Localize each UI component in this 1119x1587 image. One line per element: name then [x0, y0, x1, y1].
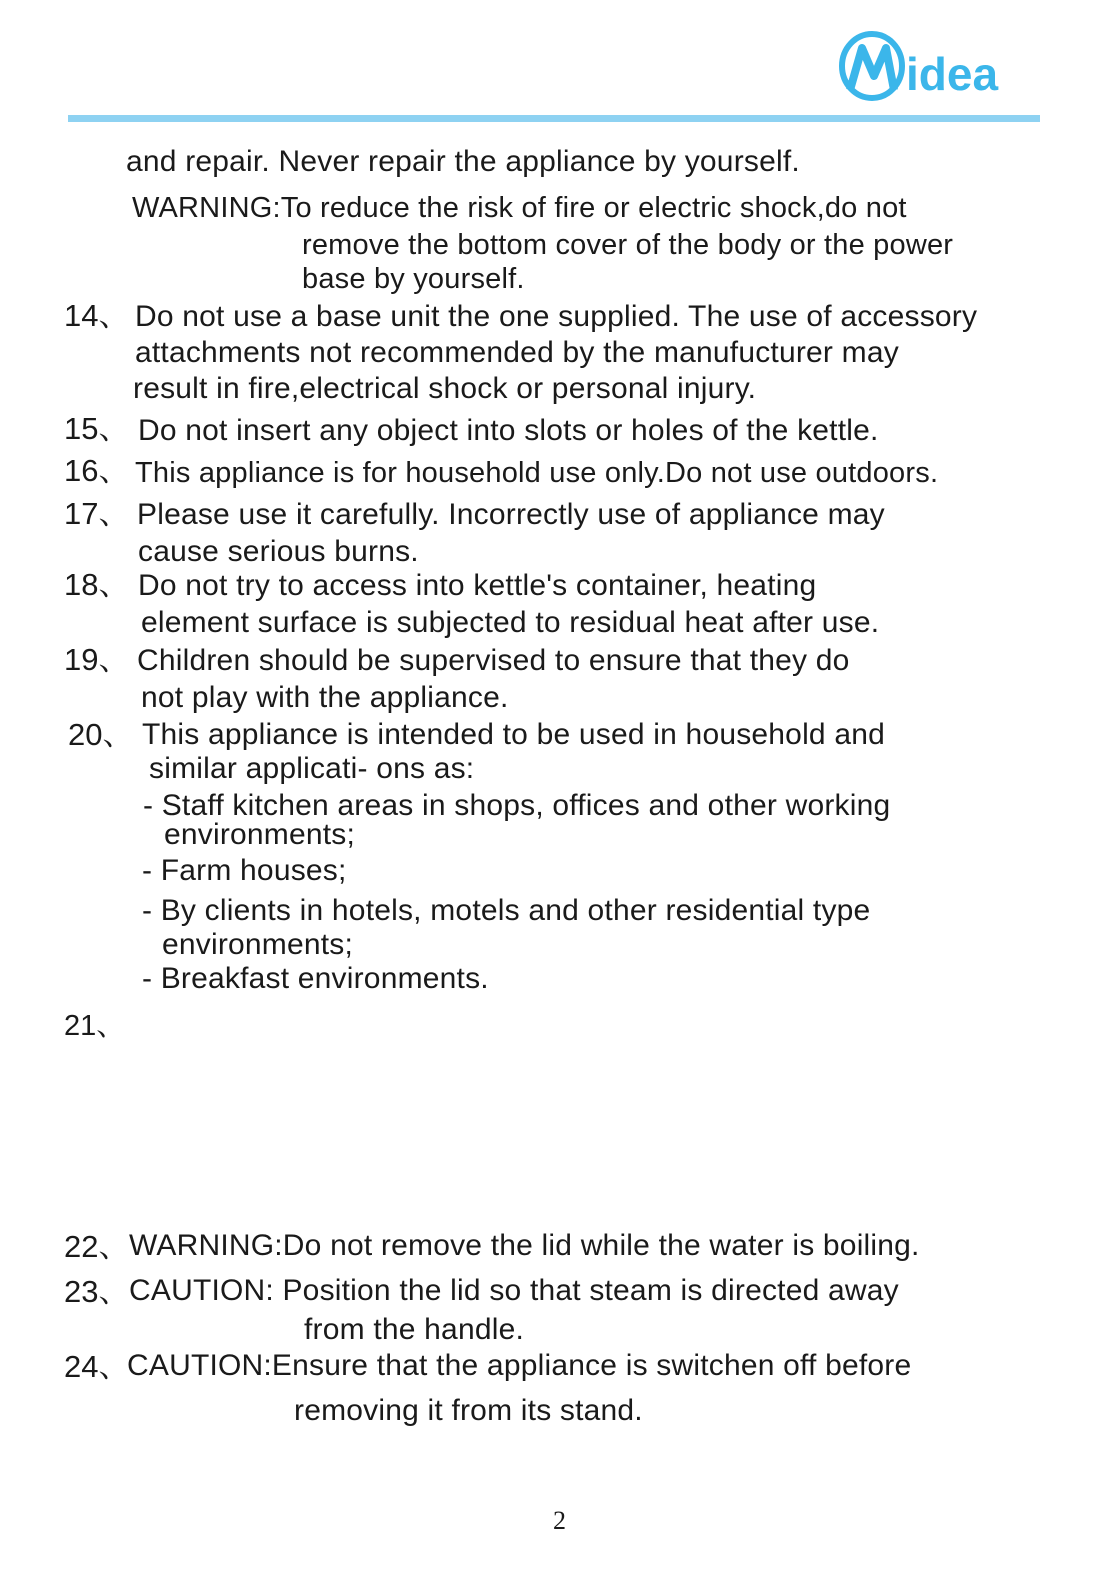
item-text: element surface is subjected to residual heat after use. [141, 606, 880, 639]
item-text: Children should be supervised to ensure that they do [137, 644, 850, 677]
logo-brand-name: Midea [836, 28, 839, 29]
item-text: similar applicati- ons as: [149, 752, 475, 785]
item-number: 16、 [64, 453, 130, 488]
item-text: Do not try to access into kettle's container, heating [138, 569, 817, 602]
warning-line: base by yourself. [302, 263, 525, 295]
midea-logo [836, 28, 1036, 108]
item-number: 24、 [64, 1349, 130, 1384]
logo-text: idea [906, 48, 999, 100]
intro-line: and repair. Never repair the appliance by yourself. [126, 145, 800, 178]
item-text: Do not use a base unit the one supplied. The use of accessory [135, 300, 978, 333]
logo-m-mark [850, 48, 894, 90]
item-number: 19、 [64, 642, 130, 677]
item-text: CAUTION: Position the lid so that steam is directed away [129, 1274, 899, 1307]
item-text: not play with the appliance. [141, 681, 509, 714]
item-number: 23、 [64, 1274, 130, 1309]
item-text: from the handle. [304, 1313, 524, 1346]
bullet-line: - Breakfast environments. [142, 962, 489, 995]
item-text: CAUTION:Ensure that the appliance is switchen off before [127, 1349, 912, 1382]
item-number: 14、 [64, 298, 130, 333]
item-text: Please use it carefully. Incorrectly use of appliance may [137, 498, 885, 531]
item-number: 17、 [64, 496, 130, 531]
item-number: 15、 [64, 411, 130, 446]
warning-line: remove the bottom cover of the body or the power [302, 229, 954, 261]
bullet-line: - By clients in hotels, motels and other residential type [142, 894, 871, 927]
item-number: 20、 [68, 717, 134, 752]
header-rule [68, 115, 1040, 122]
page-number: 2 [553, 1506, 566, 1535]
item-text: result in fire,electrical shock or personal injury. [133, 372, 757, 405]
warning-line: WARNING:To reduce the risk of fire or electric shock,do not [132, 192, 907, 224]
item-text: This appliance is intended to be used in household and [142, 718, 886, 751]
item-text: cause serious burns. [138, 535, 419, 568]
bullet-line: environments; [162, 928, 354, 961]
item-text: WARNING:Do not remove the lid while the water is boiling. [129, 1229, 920, 1262]
item-text: Do not insert any object into slots or holes of the kettle. [138, 414, 879, 447]
item-text: attachments not recommended by the manufucturer may [135, 336, 899, 369]
item-number: 18、 [64, 567, 130, 602]
item-number: 21、 [64, 1010, 126, 1042]
bullet-line: - Staff kitchen areas in shops, offices and other working [143, 789, 891, 822]
item-text: This appliance is for household use only.Do not use outdoors. [135, 457, 939, 489]
bullet-line: environments; [164, 818, 356, 851]
item-number: 22、 [64, 1229, 130, 1264]
item-text: removing it from its stand. [294, 1394, 643, 1427]
bullet-line: - Farm houses; [142, 854, 347, 887]
